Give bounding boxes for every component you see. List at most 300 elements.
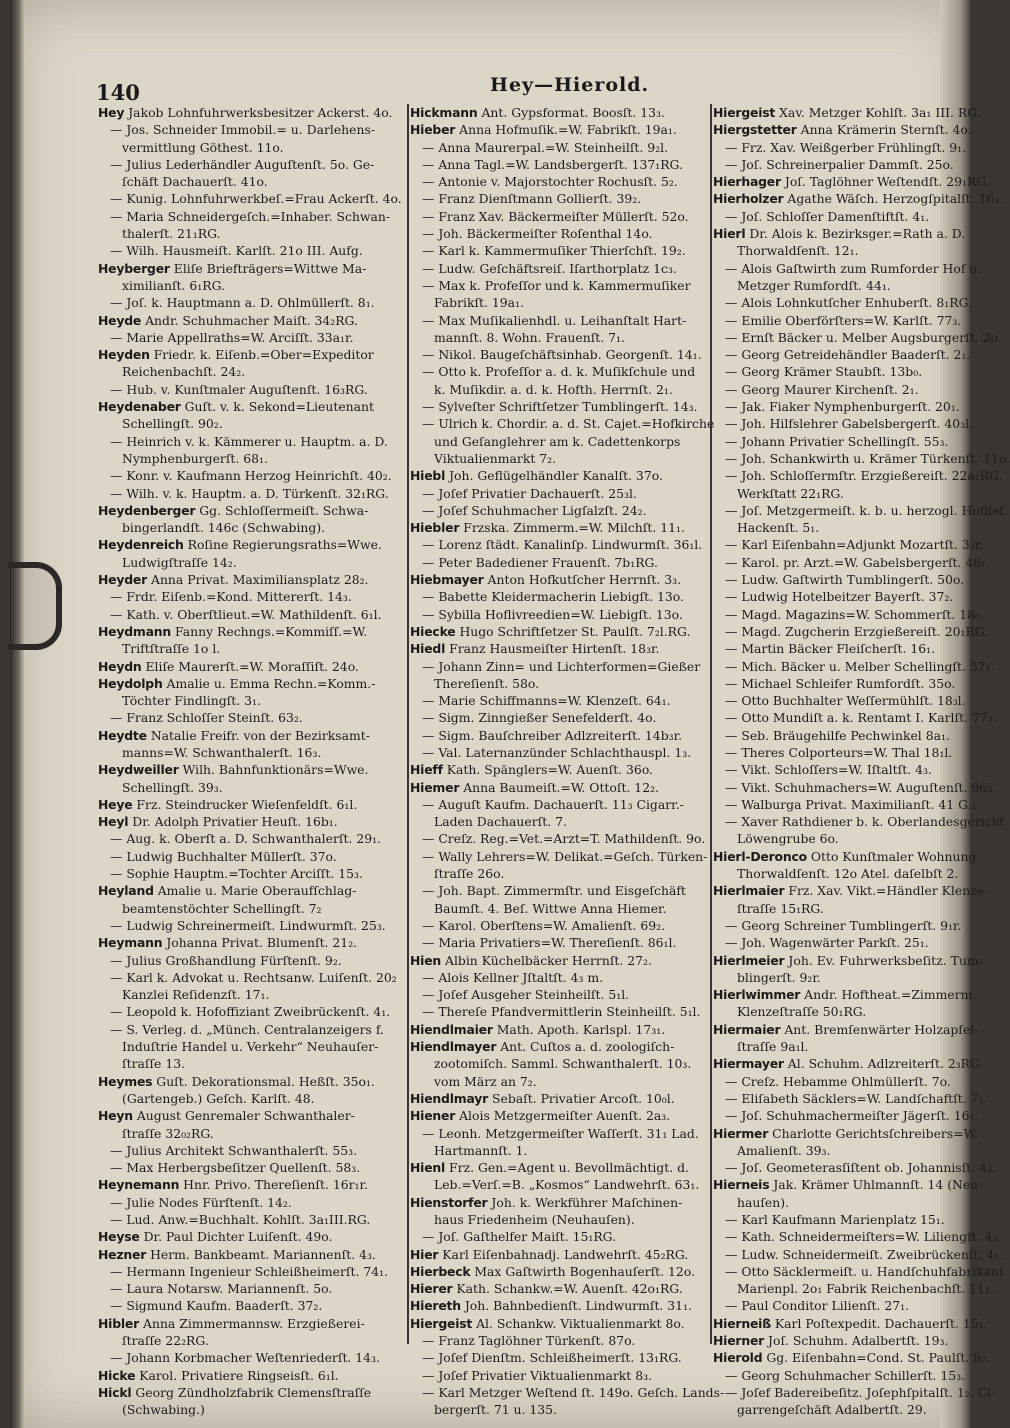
entry-text: — Emilie Oberförſters=W. Karlſt. 77₃.	[725, 312, 962, 328]
entry-text: — Frdr. Eiſenb.=Kond. Mittererſt. 14₃.	[110, 589, 352, 605]
directory-subentry	[410, 536, 710, 553]
directory-subentry	[713, 588, 975, 605]
entry-text: Al. Schankw. Viktualienmarkt 8o.	[476, 1315, 685, 1331]
entry-text: Anna Zimmermannsw. Erzgießerei-	[143, 1315, 365, 1331]
entry-text: — Karl Eiſenbahn=Adjunkt Mozartſt. 3₃r.	[725, 537, 984, 553]
entry-surname: Hierl-Deronco	[713, 848, 807, 864]
directory-entry	[713, 882, 989, 899]
directory-entry	[98, 675, 406, 692]
entry-text: — Xaver Rathdiener b. k. Oberlandesgericht	[725, 814, 1005, 830]
entry-text: Frzska. Zimmerm.=W. Milchſt. 11₁.	[463, 520, 685, 536]
directory-subentry	[410, 969, 710, 986]
entry-surname: Hiermayer	[713, 1056, 784, 1072]
entry-text: — Magd. Magazins=W. Schommerſt. 18₀.	[725, 606, 984, 622]
entry-continuation	[98, 173, 406, 190]
entry-text: — Konr. v. Kaufmann Herzog Heinrichſt. 40₂.	[110, 468, 392, 484]
directory-subentry	[410, 934, 710, 951]
entry-surname: Heyl	[98, 814, 129, 830]
entry-text: Anna Baumeiſt.=W. Ottoſt. 12₂.	[463, 779, 659, 795]
entry-text: Ant. Cuſtos a. d. zoologiſch-	[500, 1039, 675, 1055]
entry-text: Gg. Schloſſermeiſt. Schwa-	[199, 502, 369, 518]
directory-subentry	[410, 1003, 710, 1020]
entry-surname: Hienl	[410, 1160, 446, 1176]
entry-text: — Joſef Privatier Dachauerſt. 25₃l.	[422, 485, 637, 501]
entry-text: — Ulrich k. Chordir. a. d. St. Cajet.=Hofkirche	[422, 416, 715, 432]
entry-text: Xav. Metzger Kohlſt. 3a₁ III. RG.	[779, 105, 981, 120]
directory-subentry	[410, 692, 710, 709]
entry-text: — Karol. pr. Arzt.=W. Gabelsbergerſt. 46₁.	[725, 554, 991, 570]
entry-text: — Joſ. Schreinerpalier Dammſt. 25o.	[725, 156, 954, 172]
page-number: 140	[96, 80, 140, 105]
directory-entry	[410, 1090, 710, 1107]
directory-subentry	[713, 450, 1010, 467]
entry-text: — Anna Maurerpal.=W. Steinheilſt. 9₂l.	[422, 139, 669, 155]
directory-subentry	[713, 692, 975, 709]
directory-subentry	[410, 1367, 710, 1384]
entry-text: — Lud. Anw.=Buchhalt. Kohlſt. 3a₁III.RG.	[110, 1212, 371, 1227]
directory-subentry	[410, 986, 710, 1003]
entry-text: — Magd. Zugcherin Erzgießereiſt. 20₁RG.	[725, 623, 989, 639]
directory-entry	[410, 640, 710, 657]
entry-surname: Hieff	[410, 762, 443, 778]
entry-text: Jakob Lohnfuhrwerksbesitzer Ackerst. 4o.	[128, 105, 393, 120]
entry-text: mannſt. 8. Wohn. Frauenſt. 7₁.	[434, 329, 625, 345]
directory-subentry	[713, 1297, 975, 1314]
directory-subentry	[98, 1349, 406, 1366]
entry-continuation	[713, 519, 975, 536]
entry-text: Dr. Paul Dichter Luiſenſt. 49o.	[143, 1229, 333, 1245]
entry-text: — Mich. Bäcker u. Melber Schellingſt. 57₁.	[725, 658, 995, 674]
directory-subentry	[98, 865, 406, 882]
entry-text: (Gartengeb.) Geſch. Karlſt. 48.	[122, 1090, 315, 1106]
entry-text: — Maria Privatiers=W. Thereſienſt. 86₁l.	[422, 935, 677, 951]
entry-text: ſtraſſe 26o.	[434, 866, 505, 882]
directory-subentry	[410, 190, 710, 207]
directory-subentry	[98, 709, 406, 726]
entry-surname: Hicke	[98, 1367, 136, 1383]
entry-text: — Alois Gaſtwirth zum Rumforder Hof u.	[725, 260, 982, 276]
entry-text: — Wally Lehrers=W. Delikat.=Geſch. Türken-	[422, 848, 708, 864]
entry-surname: Heydweiller	[98, 762, 179, 778]
entry-text: — Ludwig Hotelbeitzer Bayerſt. 37₂.	[725, 589, 954, 605]
directory-subentry	[713, 571, 975, 588]
entry-surname: Hiebmayer	[410, 572, 484, 588]
entry-surname: Hier	[410, 1246, 439, 1262]
entry-surname: Heynemann	[98, 1177, 180, 1193]
entry-text: Kath. Spänglers=W. Auenſt. 36o.	[446, 762, 654, 778]
entry-continuation	[98, 225, 406, 242]
entry-text: — Jos. Schneider Immobil.= u. Darlehens-	[110, 122, 376, 138]
entry-surname: Hickmann	[410, 105, 478, 120]
entry-text: Fabrikſt. 19a₁.	[434, 295, 524, 311]
directory-entry	[713, 952, 983, 969]
entry-surname: Heydte	[98, 727, 147, 743]
entry-surname: Hierholzer	[713, 191, 784, 207]
directory-entry	[98, 1367, 406, 1384]
directory-entry	[98, 796, 406, 813]
entry-surname: Hierer	[410, 1281, 453, 1297]
entry-continuation	[713, 1142, 975, 1159]
entry-text: Guſt. v. k. Sekond=Lieutenant	[184, 399, 374, 415]
directory-subentry	[98, 208, 406, 225]
directory-subentry	[410, 917, 710, 934]
entry-text: — Johann Privatier Schellingſt. 55₃.	[725, 433, 949, 449]
entry-text: Hackenſt. 5₁.	[737, 520, 820, 536]
directory-entry	[98, 1176, 406, 1193]
entry-text: Guſt. Dekorationsmal. Heßſt. 35o₁.	[156, 1073, 375, 1089]
directory-subentry	[98, 588, 406, 605]
entry-text: — Karl Kaufmann Marienplatz 15₁.	[725, 1212, 945, 1227]
entry-text: — Johann Korbmacher Weſtenriederſt. 14₃.	[110, 1350, 380, 1366]
entry-text: Baumſt. 4. Beſ. Wittwe Anna Hiemer.	[434, 900, 667, 916]
directory-subentry	[410, 346, 710, 363]
entry-text: Anna Privat. Maximiliansplatz 28₂.	[151, 572, 369, 588]
entry-text: — Peter Badediener Frauenſt. 7b₁RG.	[422, 554, 658, 570]
directory-subentry	[410, 485, 710, 502]
entry-continuation	[410, 1073, 710, 1090]
entry-text: Frz. Steindrucker Wieſenfeldſt. 6₁l.	[136, 796, 358, 812]
directory-subentry	[410, 1125, 710, 1142]
entry-text: — Joſ. Schuhmachermeiſter Jägerſt. 16₁.	[725, 1108, 979, 1124]
directory-subentry	[410, 1332, 710, 1349]
directory-subentry	[713, 813, 1005, 830]
directory-subentry	[98, 381, 406, 398]
directory-entry	[98, 260, 406, 277]
entry-surname: Hiergeist	[713, 105, 776, 120]
entry-text: — Jak. Fiaker Nymphenburgerſt. 20₁.	[725, 399, 960, 415]
directory-subentry	[713, 433, 975, 450]
entry-surname: Hierneiß	[713, 1315, 771, 1331]
entry-continuation	[98, 986, 406, 1003]
entry-text: — Joſ. Gaſthelfer Maiſt. 15₁RG.	[422, 1229, 617, 1245]
entry-text: Töchter Findlingſt. 3₁.	[122, 693, 261, 709]
entry-text: — Leonh. Metzgermeiſter Waſſerſt. 31₁ Lad.	[422, 1125, 699, 1141]
entry-surname: Hierlmeier	[713, 952, 785, 968]
book-binding	[10, 0, 24, 1428]
entry-text: bingerlandſt. 146c (Schwabing).	[122, 520, 326, 536]
entry-text: Hartmannſt. 1.	[434, 1142, 528, 1158]
entry-surname: Hien	[410, 952, 442, 968]
directory-entry	[98, 1228, 406, 1245]
entry-text: — Joſ. Schloſſer Damenſtiftſt. 4₁.	[725, 208, 930, 224]
column-right	[713, 104, 1010, 1419]
entry-text: Kath. Schankw.=W. Auenſt. 42o₁RG.	[456, 1281, 683, 1297]
entry-continuation	[713, 900, 975, 917]
directory-subentry	[98, 121, 406, 138]
directory-subentry	[410, 260, 710, 277]
entry-text: — Joſef Ausgeher Steinheilſt. 5₁l.	[422, 987, 630, 1003]
directory-subentry	[713, 934, 975, 951]
directory-entry	[713, 848, 975, 865]
entry-continuation	[410, 1176, 710, 1193]
entry-surname: Hierlmaier	[713, 883, 785, 899]
entry-continuation	[98, 554, 406, 571]
entry-text: Roſine Regierungsraths=Wwe.	[187, 537, 382, 553]
directory-entry	[98, 104, 406, 121]
entry-text: Karl Poſtexpedit. Dachauerſt. 15₁.	[774, 1315, 988, 1331]
entry-continuation	[98, 692, 406, 709]
entry-text: — Kath. v. Oberſtlieut.=W. Mathildenſt. 6₁l.	[110, 606, 382, 622]
entry-text: ſtraſſe 32₀₂RG.	[122, 1125, 214, 1141]
entry-text: — Georg Schreiner Tumblingerſt. 9₁r.	[725, 917, 962, 933]
entry-surname: Hey	[98, 105, 125, 120]
directory-entry	[713, 225, 975, 242]
entry-text: — Georg Getreidehändler Baaderſt. 2₁.	[725, 347, 971, 363]
entry-surname: Heyland	[98, 883, 154, 899]
entry-surname: Hierneis	[713, 1177, 770, 1193]
entry-text: ximilianſt. 6₁RG.	[122, 277, 225, 293]
directory-subentry	[410, 554, 710, 571]
directory-subentry	[713, 156, 975, 173]
directory-subentry	[410, 1228, 710, 1245]
directory-entry	[98, 1107, 406, 1124]
entry-text: ſchäft Dachauerſt. 41o.	[122, 174, 268, 190]
directory-entry	[410, 1021, 710, 1038]
entry-continuation	[98, 1038, 406, 1055]
entry-text: und Geſanglehrer am k. Cadettenkorps	[434, 433, 681, 449]
directory-subentry	[713, 1246, 1004, 1263]
directory-subentry	[410, 606, 710, 623]
directory-subentry	[410, 796, 710, 813]
entry-text: — Georg Schuhmacher Schillerſt. 15₃.	[725, 1367, 966, 1383]
entry-text: Ludwigſtraſſe 14₂.	[122, 554, 237, 570]
entry-text: — Sigmund Kaufm. Baaderſt. 37₂.	[110, 1298, 323, 1314]
entry-text: Jak. Krämer Uhlmannſt. 14 (Neu-	[773, 1177, 983, 1193]
column-middle	[410, 104, 725, 1419]
directory-entry	[98, 1246, 406, 1263]
directory-subentry	[713, 606, 984, 623]
directory-entry	[98, 623, 406, 640]
directory-entry	[713, 1055, 984, 1072]
entry-continuation	[98, 277, 406, 294]
directory-subentry	[410, 744, 710, 761]
entry-text: — Thereſe Pfandvermittlerin Steinheilſt. 5₁l.	[422, 1004, 701, 1020]
directory-entry	[410, 952, 710, 969]
directory-entry	[410, 121, 710, 138]
entry-text: — Hub. v. Kunſtmaler Auguſtenſt. 16₃RG.	[110, 381, 368, 397]
directory-subentry	[98, 1297, 406, 1314]
entry-text: Al. Schuhm. Adlzreiterſt. 2₃RG.	[787, 1056, 984, 1072]
entry-surname: Hierhager	[713, 174, 781, 190]
entry-text: — Franz Dienſtmann Gollierſt. 39₂.	[422, 191, 642, 207]
entry-continuation	[98, 363, 406, 380]
entry-text: (Schwabing.)	[122, 1402, 205, 1418]
entry-text: bergerſt. 71 u. 135.	[434, 1402, 557, 1418]
directory-subentry	[713, 779, 997, 796]
entry-text: Amalie u. Marie Oberaufſchlag-	[157, 883, 357, 899]
directory-subentry	[98, 156, 406, 173]
entry-surname: Hiendlmayr	[410, 1090, 489, 1106]
entry-surname: Hierner	[713, 1333, 765, 1349]
entry-text: — Joh. Hilfslehrer Gabelsbergerſt. 40₃l.	[725, 416, 974, 432]
directory-subentry	[713, 709, 997, 726]
entry-text: — Julius Architekt Schwanthalerſt. 55₃.	[110, 1142, 358, 1158]
directory-subentry	[713, 1367, 975, 1384]
entry-text: Anna Krämerin Sternſt. 4o.	[800, 122, 972, 138]
entry-surname: Hiebl	[410, 468, 446, 484]
entry-text: — Ludwig Schreinermeiſt. Lindwurmſt. 25₃.	[110, 917, 386, 933]
directory-subentry	[98, 1159, 406, 1176]
directory-subentry	[410, 848, 710, 865]
directory-subentry	[713, 139, 975, 156]
directory-entry	[98, 346, 406, 363]
directory-subentry	[713, 294, 975, 311]
entry-text: — Joſef Schuhmacher Ligſalzſt. 24₂.	[422, 502, 647, 518]
entry-text: Thorwaldſenſt. 12o Atel. daſelbſt 2.	[737, 866, 959, 882]
entry-text: Thereſienſt. 58o.	[434, 675, 540, 691]
directory-subentry	[713, 312, 975, 329]
entry-text: — Max Herbergsbeſitzer Quellenſt. 58₃.	[110, 1160, 361, 1176]
entry-text: Frz. Gen.=Agent u. Bevollmächtigt. d.	[449, 1160, 689, 1176]
directory-entry	[98, 1073, 406, 1090]
entry-text: Gg. Eiſenbahn=Cond. St. Paulſt. 8₂.	[766, 1350, 991, 1366]
entry-surname: Hierold	[713, 1350, 763, 1366]
entry-surname: Hiedl	[410, 641, 446, 657]
entry-text: — Creſz. Reg.=Vet.=Arzt=T. Mathildenſt. 9o.	[422, 831, 706, 847]
directory-subentry	[713, 346, 975, 363]
entry-continuation	[98, 1401, 406, 1418]
entry-text: — Antonie v. Majorstochter Rochusſt. 5₂.	[422, 174, 678, 190]
directory-subentry	[410, 727, 710, 744]
entry-text: — Hermann Ingenieur Schleißheimerſt. 74₁.	[110, 1263, 389, 1279]
entry-surname: Heydenreich	[98, 537, 184, 553]
entry-text: Joſ. Schuhm. Adalbertſt. 19₃.	[768, 1333, 949, 1349]
directory-subentry	[98, 485, 406, 502]
entry-continuation	[410, 1055, 710, 1072]
entry-text: — Franz Xav. Bäckermeiſter Müllerſt. 52o.	[422, 208, 689, 224]
entry-surname: Hickl	[98, 1384, 132, 1400]
directory-entry	[713, 173, 990, 190]
entry-surname: Heydolph	[98, 675, 163, 691]
directory-subentry	[713, 1073, 975, 1090]
directory-subentry	[98, 606, 406, 623]
entry-text: — Babette Kleidermacherin Liebigſt. 13o.	[422, 589, 684, 605]
entry-text: — Leopold k. Hofoffiziant Zweibrückenſt. 4₁.	[110, 1004, 391, 1020]
directory-subentry	[410, 502, 710, 519]
entry-text: — Ludw. Geſchäftsreiſ. Iſarthorplatz 1c₃.	[422, 260, 677, 276]
entry-text: Joh. Geflügelhändler Kanalſt. 37o.	[449, 468, 663, 484]
entry-text: manns=W. Schwanthalerſt. 16₃.	[122, 744, 322, 760]
directory-subentry	[98, 329, 406, 346]
entry-text: Otto Kunſtmaler Wohnung	[810, 848, 977, 864]
page-clip	[8, 562, 62, 650]
entry-text: Natalie Freifr. von der Bezirksamt-	[150, 727, 370, 743]
entry-text: — Otto Buchhalter Weſſermühlſt. 18₃l.	[725, 693, 966, 709]
entry-text: Sebaſt. Privatier Arcoſt. 10₀l.	[492, 1090, 675, 1106]
entry-text: — S. Verleg. d. „Münch. Centralanzeigers f.	[110, 1021, 384, 1037]
directory-subentry	[410, 1384, 725, 1401]
entry-text: vom März an 7₂.	[434, 1073, 537, 1089]
entry-continuation	[98, 1090, 406, 1107]
entry-continuation	[98, 779, 406, 796]
entry-text: — Ludwig Buchhalter Müllerſt. 37o.	[110, 848, 337, 864]
directory-subentry	[410, 658, 710, 675]
entry-text: Ant. Bremſenwärter Holzapfel-	[784, 1021, 979, 1037]
directory-subentry	[713, 1211, 975, 1228]
directory-subentry	[713, 1090, 988, 1107]
entry-text: Wilh. Bahnfunktionärs=Wwe.	[182, 762, 369, 778]
entry-continuation	[410, 813, 710, 830]
entry-text: — Eliſabeth Säcklers=W. Landſchaftſt. 7₁.	[725, 1090, 988, 1106]
directory-subentry	[713, 623, 989, 640]
directory-subentry	[713, 1228, 1002, 1245]
entry-text: Hugo Schriftſetzer St. Paulſt. 7₂l.RG.	[459, 623, 691, 639]
entry-surname: Heyden	[98, 347, 150, 363]
entry-continuation	[713, 1038, 975, 1055]
entry-text: ſtraſſe 9a₁l.	[737, 1039, 809, 1055]
entry-text: Laden Dachauerſt. 7.	[434, 814, 567, 830]
entry-text: — Julie Nodes Fürſtenſt. 14₂.	[110, 1194, 292, 1210]
entry-text: — Walburga Privat. Maximilianſt. 41 G.₁	[725, 796, 977, 812]
column-left	[98, 104, 406, 1419]
entry-text: — Sigm. Zinngießer Senefelderſt. 4o.	[422, 710, 657, 726]
directory-subentry	[98, 1194, 406, 1211]
directory-entry	[410, 104, 710, 121]
entry-continuation	[713, 1003, 975, 1020]
directory-entry	[410, 1297, 710, 1314]
entry-text: — Joh. Bapt. Zimmermſtr. und Eisgeſchäft	[422, 883, 686, 899]
directory-subentry	[98, 433, 406, 450]
entry-text: — Max Muſikalienhdl. u. Leihanſtalt Hart-	[422, 312, 687, 328]
entry-text: Dr. Adolph Privatier Heuſt. 16b₁.	[132, 814, 338, 830]
entry-surname: Hierbeck	[410, 1263, 471, 1279]
entry-text: — Kunig. Lohnfuhrwerkbeſ.=Frau Ackerſt. 4o.	[110, 191, 402, 207]
entry-text: — Karl k. Advokat u. Rechtsanw. Luiſenſt. 20₂	[110, 969, 397, 985]
directory-entry	[410, 1107, 710, 1124]
entry-text: — Seb. Bräugehilfe Pechwinkel 8a₁.	[725, 727, 950, 743]
directory-entry	[98, 882, 406, 899]
directory-subentry	[98, 969, 406, 986]
directory-subentry	[410, 363, 710, 380]
entry-text: — Alois Kellner Jſtaltſt. 4₃ m.	[422, 969, 604, 985]
entry-continuation	[410, 865, 710, 882]
directory-entry	[410, 1263, 710, 1280]
directory-entry	[98, 502, 406, 519]
entry-text: Fanny Rechngs.=Kommiſſ.=W.	[175, 623, 368, 639]
directory-entry	[98, 571, 406, 588]
directory-subentry	[410, 173, 710, 190]
directory-subentry	[713, 1107, 979, 1124]
directory-subentry	[410, 830, 710, 847]
directory-subentry	[98, 467, 406, 484]
entry-surname: Hieber	[410, 122, 456, 138]
directory-subentry	[410, 415, 715, 432]
entry-text: — Lorenz ſtädt. Kanalinſp. Lindwurmſt. 36₁l.	[422, 537, 703, 553]
entry-text: — Sylveſter Schriftſetzer Tumblingerſt. 14₃.	[422, 399, 698, 415]
entry-text: — Joſ. Geometerasſiſtent ob. Johannisſt. 4₃.	[725, 1160, 996, 1176]
entry-continuation	[98, 900, 406, 917]
entry-text: — Sybilla Hoflivreedien=W. Liebigſt. 13o.	[422, 606, 683, 622]
entry-text: Math. Apoth. Karlspl. 17₃₁.	[496, 1021, 666, 1037]
directory-entry	[410, 1159, 710, 1176]
entry-surname: Heymes	[98, 1073, 153, 1089]
entry-surname: Hiermer	[713, 1125, 769, 1141]
entry-text: Triftſtraſſe 1o l.	[122, 641, 221, 657]
entry-text: — Val. Laternanzünder Schlachthauspl. 1₃.	[422, 744, 692, 760]
entry-text: — Anna Tagl.=W. Landsbergerſt. 137₁RG.	[422, 156, 683, 172]
directory-subentry	[713, 381, 975, 398]
entry-text: garrengeſchäft Adalbertſt. 29.	[737, 1402, 927, 1418]
entry-text: — Auguſt Kaufm. Dachauerſt. 11₃ Cigarr.-	[422, 796, 684, 812]
entry-surname: Hiecke	[410, 623, 456, 639]
entry-text: — Sophie Hauptm.=Tochter Arciſſt. 15₃.	[110, 866, 363, 882]
directory-subentry	[410, 1349, 710, 1366]
entry-text: Karl Eiſenbahnadj. Landwehrſt. 45₂RG.	[442, 1246, 689, 1262]
entry-text: — Maria Schneidergeſch.=Inhaber. Schwan-	[110, 208, 391, 224]
entry-surname: Hiermaier	[713, 1021, 781, 1037]
entry-continuation	[98, 1332, 406, 1349]
entry-text: Metzger Rumfordſt. 44₁.	[737, 277, 891, 293]
